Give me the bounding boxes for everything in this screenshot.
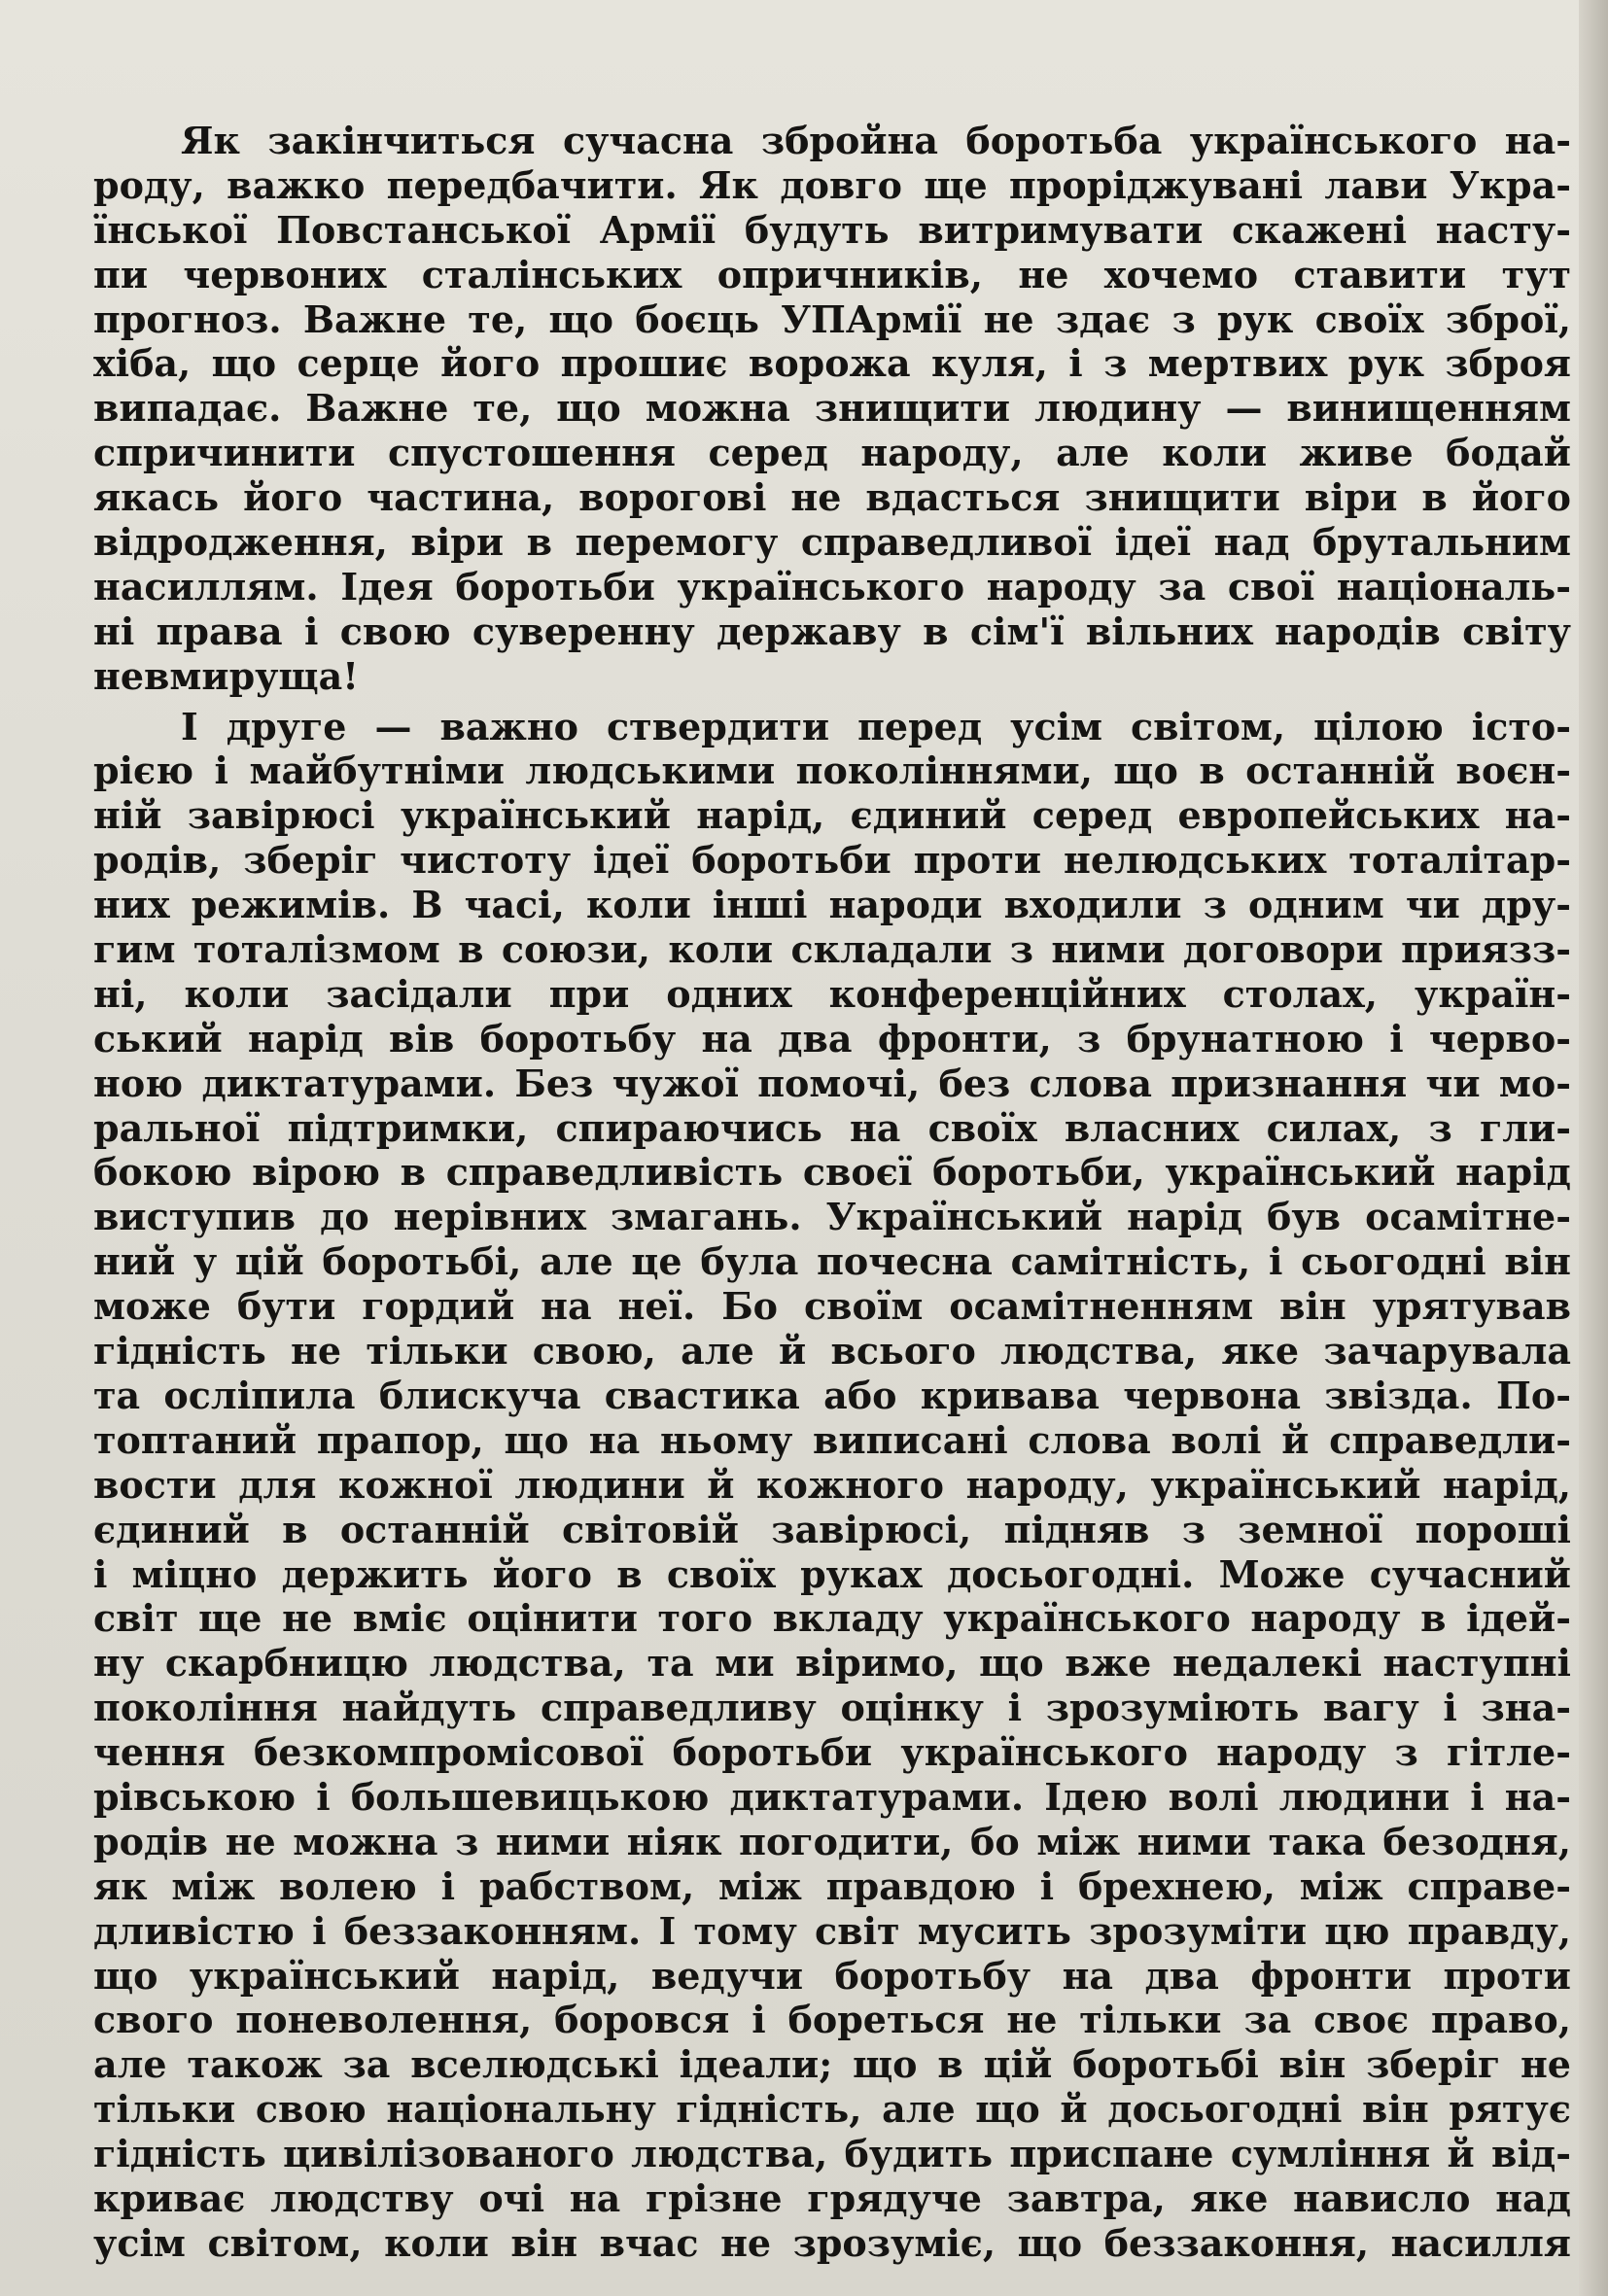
paragraph-2-line-29: що український нарід, ведучи боротьбу на два фронти проти — [93, 1953, 1571, 1998]
paragraph-2-line-12: виступив до нерівних змагань. Український нарід був осамітне- — [93, 1195, 1571, 1239]
paragraph-1-line-2: роду, важко передбачити. Як довго ще проріджувані лави Укра- — [93, 162, 1571, 207]
paragraph-2-line-9: ною диктатурами. Без чужої помочі, без слова признання чи мо- — [93, 1061, 1571, 1105]
paragraph-1-line-9: якась його частина, ворогові не вдасться знищити віри в його — [93, 475, 1571, 520]
page-edge — [1579, 0, 1608, 2296]
paragraph-1-line-5: прогноз. Важне те, що боєць УПАрмії не здає з рук своїх зброї, — [93, 296, 1571, 341]
paragraph-2-line-20: і міцно держить його в своїх руках досьогодні. Може сучасний — [93, 1551, 1571, 1596]
paragraph-2-line-24: чення безкомпромісової боротьби українського народу з гітле- — [93, 1730, 1571, 1775]
paragraph-2-line-33: гідність цивілізованого людства, будить приспане сумління й від- — [93, 2132, 1571, 2176]
paragraph-2-line-1: І друге — важно ствердити перед усім світом, цілою істо- — [181, 704, 1571, 748]
paragraph-1-line-13: невмируща! — [93, 653, 359, 698]
paragraph-2-line-31: але також за вселюдські ідеали; що в цій боротьбі він зберіг не — [93, 2042, 1571, 2087]
paragraph-2-line-18: вости для кожної людини й кожного народу, український нарід, — [93, 1462, 1571, 1507]
paragraph-2-line-27: як між волею і рабством, між правдою і брехнею, між справе- — [93, 1863, 1571, 1908]
paragraph-1-line-7: випадає. Важне те, що можна знищити людину — винищенням — [93, 386, 1571, 431]
paragraph-1-line-8: спричинити спустошення серед народу, але коли живе бодай — [93, 431, 1571, 475]
paragraph-1-line-6: хіба, що серце його прошиє ворожа куля, і з мертвих рук зброя — [93, 341, 1571, 386]
paragraph-2-line-8: ський нарід вів боротьбу на два фронти, з брунатною і черво- — [93, 1016, 1571, 1061]
paragraph-1-line-4: пи червоних сталінських опричників, не хочемо ставити тут — [93, 252, 1571, 296]
paragraph-2-line-17: топтаний прапор, що на ньому виписані слова волі й справедли- — [93, 1417, 1571, 1462]
paragraph-2-line-4: родів, зберіг чистоту ідеї боротьби проти нелюдських тоталітар- — [93, 838, 1571, 883]
paragraph-1-line-1: Як закінчиться сучасна збройна боротьба українського на- — [181, 119, 1571, 162]
paragraph-1-line-11: насиллям. Ідея боротьби українського народу за свої національ- — [93, 564, 1571, 609]
paragraph-2-line-21: світ ще не вміє оцінити того вкладу українського народу в ідей- — [93, 1596, 1571, 1641]
paragraph-1-line-12: ні права і свою суверенну державу в сім'ї вільних народів світу — [93, 609, 1571, 653]
paragraph-2-line-23: покоління найдуть справедливу оцінку і зрозуміють вагу і зна- — [93, 1686, 1571, 1730]
paragraph-2-line-13: ний у цій боротьбі, але це була почесна самітність, і сьогодні він — [93, 1239, 1571, 1284]
paragraph-2-line-11: бокою вірою в справедливість своєї боротьби, український нарід — [93, 1150, 1571, 1195]
paragraph-2-line-2: рією і майбутніми людськими поколіннями, що в останній воєн- — [93, 748, 1571, 793]
paragraph-2-line-10: ральної підтримки, спираючись на своїх власних силах, з гли- — [93, 1105, 1571, 1150]
paragraph-2-line-30: свого поневолення, боровся і бореться не тільки за своє право, — [93, 1998, 1571, 2042]
paragraph-2-line-19: єдиний в останній світовій завірюсі, підняв з земної пороші — [93, 1507, 1571, 1551]
paragraph-2-line-28: дливістю і беззаконням. І тому світ мусить зрозуміти цю правду, — [93, 1908, 1571, 1953]
paragraph-2-line-22: ну скарбницю людства, та ми віримо, що вже недалекі наступні — [93, 1641, 1571, 1686]
paragraph-2-line-5: них режимів. В часі, коли інші народи входили з одним чи дру- — [93, 883, 1571, 927]
paragraph-1-line-3: їнської Повстанської Армії будуть витримувати скажені насту- — [93, 207, 1571, 252]
paragraph-2-line-6: гим тоталізмом в союзи, коли складали з ними договори приязз- — [93, 927, 1571, 972]
paragraph-2-line-16: та осліпила блискуча свастика або кривава червона звізда. По- — [93, 1373, 1571, 1417]
paragraph-1-line-10: відродження, віри в перемогу справедливої ідеї над брутальним — [93, 520, 1571, 565]
paragraph-2-line-26: родів не можна з ними ніяк погодити, бо між ними така безодня, — [93, 1819, 1571, 1863]
paragraph-2-line-25: рівською і большевицькою диктатурами. Ідею волі людини і на- — [93, 1774, 1571, 1819]
paragraph-2-line-14: може бути гордий на неї. Бо своїм осамітненням він урятував — [93, 1284, 1571, 1329]
body-text — [93, 119, 1571, 2266]
paragraph-2-line-35: усім світом, коли він вчас не зрозуміє, що беззаконня, насилля — [93, 2220, 1571, 2265]
paragraph-2-line-3: ній завірюсі український нарід, єдиний серед европейських на- — [93, 793, 1571, 838]
paragraph-2-line-34: криває людству очі на грізне грядуче завтра, яке нависло над — [93, 2175, 1571, 2220]
paragraph-2-line-32: тільки свою національну гідність, але що й досьогодні він рятує — [93, 2087, 1571, 2132]
paragraph-2-line-7: ні, коли засідали при одних конференційних столах, україн- — [93, 971, 1571, 1016]
paragraph-2-line-15: гідність не тільки свою, але й всього людства, яке зачарувала — [93, 1329, 1571, 1374]
